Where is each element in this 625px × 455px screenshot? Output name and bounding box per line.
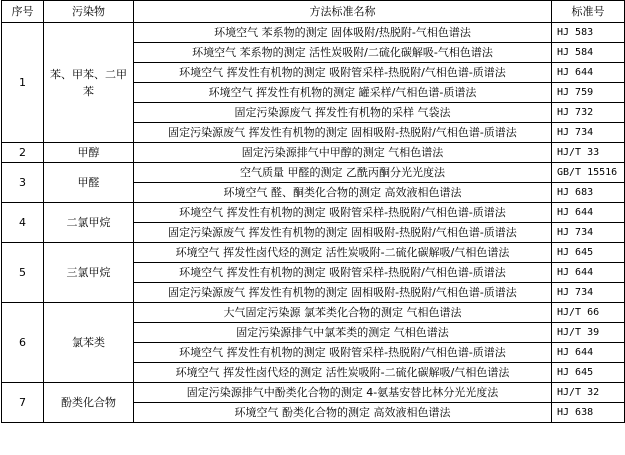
pollutant-name: 甲醇 [44,143,134,163]
pollutant-name: 三氯甲烷 [44,243,134,303]
method-name: 大气固定污染源 氯苯类化合物的测定 气相色谱法 [134,303,552,323]
header-method: 方法标准名称 [134,1,552,23]
method-name: 环境空气 挥发性卤代烃的测定 活性炭吸附-二硫化碳解吸/气相色谱法 [134,243,552,263]
standard-number: HJ/T 33 [552,143,625,163]
method-name: 固定污染源排气中酚类化合物的测定 4-氨基安替比林分光光度法 [134,383,552,403]
method-name: 固定污染源排气中甲醇的测定 气相色谱法 [134,143,552,163]
standard-number: HJ 732 [552,103,625,123]
pollutant-name: 甲醛 [44,163,134,203]
method-name: 环境空气 苯系物的测定 活性炭吸附/二硫化碳解吸-气相色谱法 [134,43,552,63]
standard-number: HJ 734 [552,283,625,303]
standard-number: HJ 638 [552,403,625,423]
pollutant-name: 苯、甲苯、二甲苯 [44,23,134,143]
table-row [2,243,625,263]
method-name: 环境空气 挥发性有机物的测定 罐采样/气相色谱-质谱法 [134,83,552,103]
method-name: 环境空气 苯系物的测定 固体吸附/热脱附-气相色谱法 [134,23,552,43]
table-row [2,23,625,43]
standard-number: HJ 644 [552,63,625,83]
row-index: 7 [2,383,44,423]
header-standard: 标准号 [552,1,625,23]
pollutant-name: 二氯甲烷 [44,203,134,243]
standard-number: HJ 645 [552,243,625,263]
standard-number: HJ/T 66 [552,303,625,323]
standard-number: HJ 644 [552,263,625,283]
method-name: 固定污染源废气 挥发性有机物的测定 固相吸附-热脱附/气相色谱-质谱法 [134,283,552,303]
standard-number: HJ 734 [552,123,625,143]
standard-number: HJ 644 [552,343,625,363]
table-row [2,143,625,163]
standard-number: HJ 645 [552,363,625,383]
standard-number: HJ 644 [552,203,625,223]
pollutant-name: 酚类化合物 [44,383,134,423]
standard-number: HJ 584 [552,43,625,63]
table-body [2,23,625,423]
method-name: 空气质量 甲醛的测定 乙酰丙酮分光光度法 [134,163,552,183]
method-name: 环境空气 挥发性有机物的测定 吸附管采样-热脱附/气相色谱-质谱法 [134,63,552,83]
method-name: 环境空气 酚类化合物的测定 高效液相色谱法 [134,403,552,423]
row-index: 1 [2,23,44,143]
standard-number: HJ 734 [552,223,625,243]
standard-number: HJ/T 32 [552,383,625,403]
method-name: 固定污染源排气中氯苯类的测定 气相色谱法 [134,323,552,343]
table-row [2,303,625,323]
table-row [2,203,625,223]
table-row [2,383,625,403]
header-row [2,1,625,23]
standard-number: HJ 759 [552,83,625,103]
row-index: 4 [2,203,44,243]
standard-number: HJ 583 [552,23,625,43]
standards-table [1,0,625,423]
table-row [2,163,625,183]
method-name: 固定污染源废气 挥发性有机物的测定 固相吸附-热脱附/气相色谱-质谱法 [134,223,552,243]
method-name: 环境空气 挥发性有机物的测定 吸附管采样-热脱附/气相色谱-质谱法 [134,263,552,283]
row-index: 5 [2,243,44,303]
row-index: 6 [2,303,44,383]
method-name: 环境空气 挥发性卤代烃的测定 活性炭吸附-二硫化碳解吸/气相色谱法 [134,363,552,383]
method-name: 环境空气 醛、酮类化合物的测定 高效液相色谱法 [134,183,552,203]
method-name: 环境空气 挥发性有机物的测定 吸附管采样-热脱附/气相色谱-质谱法 [134,343,552,363]
standard-number: GB/T 15516 [552,163,625,183]
row-index: 3 [2,163,44,203]
header-index: 序号 [2,1,44,23]
method-name: 固定污染源废气 挥发性有机物的采样 气袋法 [134,103,552,123]
standard-number: HJ 683 [552,183,625,203]
pollutant-name: 氯苯类 [44,303,134,383]
row-index: 2 [2,143,44,163]
method-name: 环境空气 挥发性有机物的测定 吸附管采样-热脱附/气相色谱-质谱法 [134,203,552,223]
header-pollutant: 污染物 [44,1,134,23]
standard-number: HJ/T 39 [552,323,625,343]
method-name: 固定污染源废气 挥发性有机物的测定 固相吸附-热脱附/气相色谱-质谱法 [134,123,552,143]
